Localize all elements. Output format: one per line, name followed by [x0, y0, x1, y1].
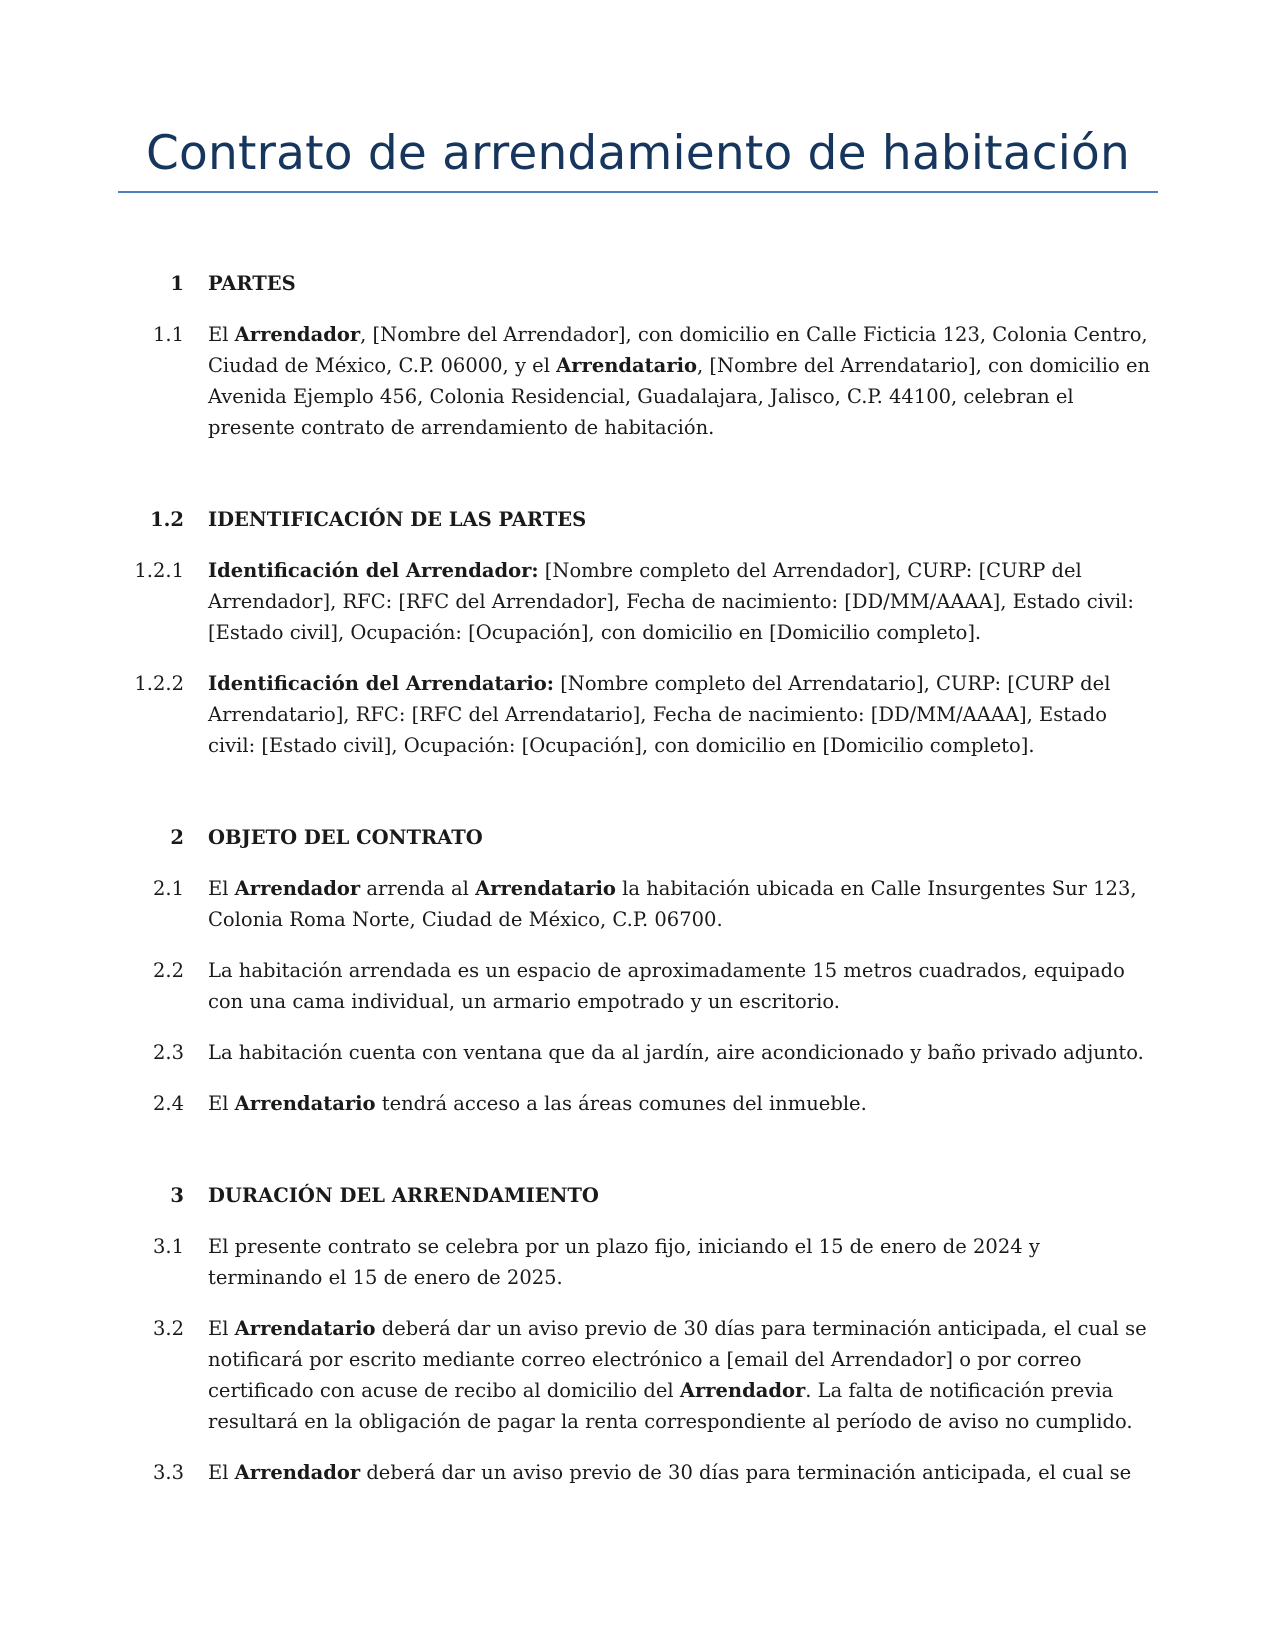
clause — [118, 555, 1158, 648]
clause-fragment: deberá dar un aviso previo de 30 días para terminación anticipada, el cual se — [360, 1461, 1132, 1484]
clause-fragment: La habitación cuenta con ventana que da al jardín, aire acondicionado y baño privado adjunto. — [208, 1041, 1144, 1064]
clause-fragment: arrenda al — [360, 877, 476, 900]
bold-term: Arrendador — [234, 323, 361, 346]
section-heading — [118, 1180, 1158, 1211]
clause — [118, 1313, 1158, 1437]
bold-term: Arrendatario — [556, 354, 698, 377]
clause-fragment: tendrá acceso a las áreas comunes del inmueble. — [375, 1092, 867, 1115]
clause — [118, 1231, 1158, 1293]
clause-fragment: . La falta de notificación previa resultará en la obligación de pagar la renta correspondiente al período de aviso no cumplido. — [208, 1379, 1133, 1433]
clause-text — [208, 1231, 1158, 1293]
clause-text — [208, 1088, 1158, 1119]
clause-fragment: deberá dar un aviso previo de 30 días para terminación anticipada, el cual se notificará por escrito mediante correo electrónico a [email del Arrendador] o por correo certificado con acuse de recibo al domicilio del — [208, 1317, 1147, 1402]
clause — [118, 955, 1158, 1017]
clause — [118, 1088, 1158, 1119]
clause-text — [208, 873, 1158, 935]
section-heading — [118, 504, 1158, 535]
clause-text — [208, 1313, 1158, 1437]
clause-number: 1.1 — [152, 323, 184, 346]
bold-term: Arrendador — [679, 1379, 806, 1402]
section-spacer — [118, 1139, 1158, 1180]
clause-fragment: El — [208, 323, 235, 346]
clause-fragment: El presente contrato se celebra por un plazo fijo, iniciando el 15 de enero de 2024 y terminando el 15 de enero de 2025. — [208, 1235, 1040, 1289]
bold-term: Arrendatario — [234, 1092, 376, 1115]
clause-text — [208, 955, 1158, 1017]
clause — [118, 1037, 1158, 1068]
clause-number: 3.1 — [152, 1235, 184, 1258]
clause-text — [208, 1457, 1158, 1488]
bold-term: Arrendador — [234, 877, 361, 900]
clause-number: 1 — [170, 272, 184, 295]
clause-fragment: , [Nombre del Arrendador], con domicilio en Calle Ficticia 123, Colonia Centro, Ciudad de México, C.P. 06000, y el — [208, 323, 1148, 377]
clause-number: 2.1 — [152, 877, 184, 900]
clause-fragment: la habitación ubicada en Calle Insurgentes Sur 123, Colonia Roma Norte, Ciudad de México, C.P. 06700. — [208, 877, 1137, 931]
clause-fragment: La habitación arrendada es un espacio de aproximadamente 15 metros cuadrados, equipado con una cama individual, un armario empotrado y un escritorio. — [208, 959, 1125, 1013]
section-spacer — [118, 781, 1158, 822]
bold-term: Identificación del Arrendador: — [208, 559, 539, 582]
clause-number: 1.2.1 — [134, 559, 184, 582]
section-spacer — [118, 463, 1158, 504]
heading-text: PARTES — [208, 272, 296, 295]
clause-fragment: , [Nombre del Arrendatario], con domicilio en Avenida Ejemplo 456, Colonia Residencial, Guadalajara, Jalisco, C.P. 44100, celebran el presente contrato de arrendamiento de habitación. — [208, 354, 1151, 439]
bold-term: Identificación del Arrendatario: — [208, 672, 554, 695]
section-heading — [118, 822, 1158, 853]
clause — [118, 873, 1158, 935]
clause-fragment: El — [208, 1092, 235, 1115]
title-underline — [118, 191, 1158, 193]
clause-text — [208, 555, 1158, 648]
clause-fragment: [Nombre completo del Arrendatario], CURP: [CURP del Arrendatario], RFC: [RFC del Arrendatario], Fecha de nacimiento: [DD/MM/AAAA], Estado civil: [Estado civil], Ocupación: [Ocupación], con domicilio en [Domicilio completo]. — [208, 672, 1111, 757]
bold-term: Arrendatario — [475, 877, 616, 900]
section-heading — [118, 268, 1158, 299]
clause-number: 2 — [170, 826, 184, 849]
clause-fragment: El — [208, 1461, 235, 1484]
clause-fragment: El — [208, 1317, 235, 1340]
clause-fragment: El — [208, 877, 235, 900]
clause-number: 2.2 — [152, 959, 184, 982]
clause-number: 3 — [170, 1184, 184, 1207]
heading-text: DURACIÓN DEL ARRENDAMIENTO — [208, 1184, 599, 1207]
clause — [118, 319, 1158, 443]
clause-number: 3.2 — [152, 1317, 184, 1340]
clause-text — [208, 319, 1158, 443]
document-body — [118, 268, 1158, 1508]
bold-term: Arrendatario — [234, 1317, 376, 1340]
clause-number: 1.2.2 — [134, 672, 184, 695]
clause-number: 3.3 — [152, 1461, 184, 1484]
clause-text — [208, 668, 1158, 761]
clause-fragment: [Nombre completo del Arrendador], CURP: [CURP del Arrendador], RFC: [RFC del Arrendador], Fecha de nacimiento: [DD/MM/AAAA], Estado civil: [Estado civil], Ocupación: [Ocupación], con domicilio en [Domicilio completo]. — [208, 559, 1134, 644]
clause-text — [208, 1037, 1158, 1068]
clause — [118, 1457, 1158, 1488]
document-title: Contrato de arrendamiento de habitación — [146, 126, 1130, 181]
clause-number: 2.4 — [152, 1092, 184, 1115]
clause — [118, 668, 1158, 761]
heading-text: IDENTIFICACIÓN DE LAS PARTES — [208, 508, 587, 531]
bold-term: Arrendador — [234, 1461, 361, 1484]
clause-number: 1.2 — [150, 508, 184, 531]
heading-text: OBJETO DEL CONTRATO — [208, 826, 483, 849]
clause-number: 2.3 — [152, 1041, 184, 1064]
